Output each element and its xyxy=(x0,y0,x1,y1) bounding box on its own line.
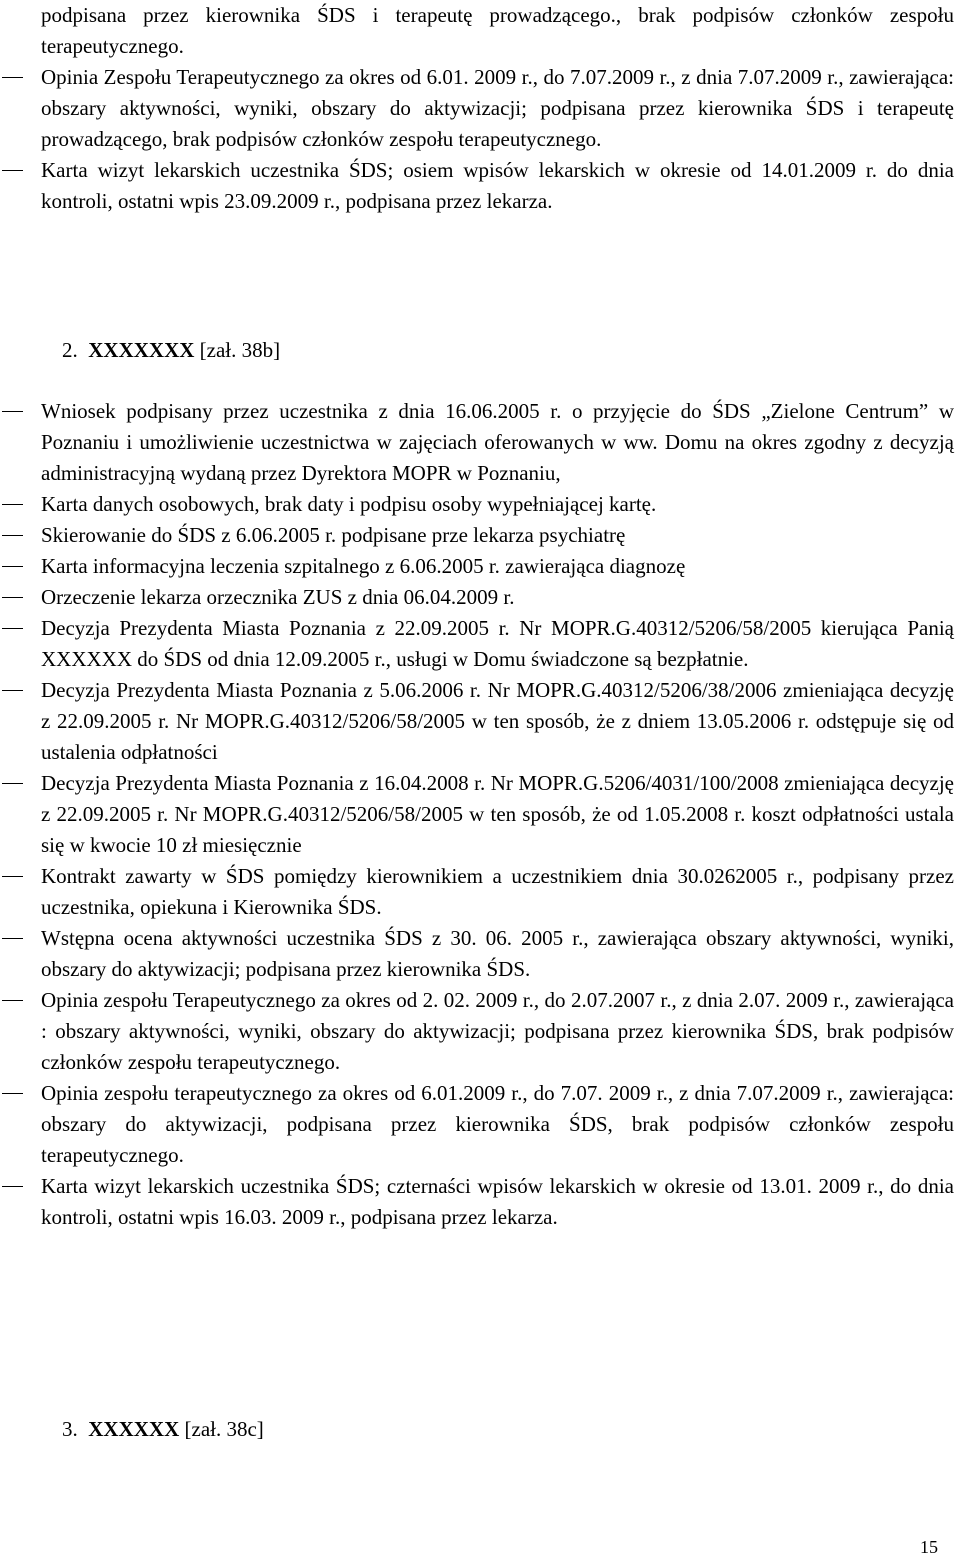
dash-bullet-icon xyxy=(2,504,23,505)
dash-bullet-icon xyxy=(2,597,23,598)
section-ref: [zał. 38b] xyxy=(199,338,281,362)
section-heading-3 xyxy=(62,1414,264,1445)
section-ref: [zał. 38c] xyxy=(184,1417,264,1441)
dash-bullet-icon xyxy=(2,783,23,784)
list-item xyxy=(0,1078,960,1171)
page-number: 15 xyxy=(920,1537,938,1557)
dash-bullet-icon xyxy=(2,628,23,629)
list-item xyxy=(0,582,960,613)
list-item xyxy=(0,62,960,155)
list-item xyxy=(0,923,960,985)
list-item xyxy=(0,613,960,675)
list-item xyxy=(0,155,960,217)
list-item-text: Karta informacyjna leczenia szpitalnego z 6.06.2005 r. zawierająca diagnozę xyxy=(41,554,686,578)
list-item-text: Kontrakt zawarty w ŚDS pomiędzy kierownikiem a uczestnikiem dnia 30.0262005 r., podpisany przez uczestnika, opiekuna i Kierownika ŚDS. xyxy=(41,864,954,919)
list-item-text: Opinia Zespołu Terapeutycznego za okres od 6.01. 2009 r., do 7.07.2009 r., z dnia 7.07.2009 r., zawierająca: obszary aktywności, wyniki, obszary do aktywizacji; podpisana przez kierownika ŚDS i terapeutę prowadzącego, brak podpisów członków zespołu terapeutycznego. xyxy=(41,65,954,151)
list-item-text: Opinia zespołu Terapeutycznego za okres od 2. 02. 2009 r., do 2.07.2007 r., z dnia 2.07. 2009 r., zawierająca : obszary aktywności, wyniki, obszary do aktywizacji; podpisana przez kierownika ŚDS, brak podpisów członków zespołu terapeutycznego. xyxy=(41,988,954,1074)
list-item-text: Decyzja Prezydenta Miasta Poznania z 16.04.2008 r. Nr MOPR.G.5206/4031/100/2008 zmieniająca decyzję z 22.09.2005 r. Nr MOPR.G.40312/5206/58/2005 w ten sposób, że od 1.05.2008 r. koszt odpłatności ustala się w kwocie 10 zł miesięcznie xyxy=(41,771,954,857)
dash-bullet-icon xyxy=(2,876,23,877)
dash-bullet-icon xyxy=(2,938,23,939)
list-item xyxy=(0,551,960,582)
list-item xyxy=(0,489,960,520)
list-item xyxy=(0,1171,960,1233)
list-item-text: Wniosek podpisany przez uczestnika z dnia 16.06.2005 r. o przyjęcie do ŚDS „Zielone Centrum” w Poznaniu i umożliwienie uczestnictwa w zajęciach oferowanych w ww. Domu na okres zgodny z decyzją administracyjną wydaną przez Dyrektora MOPR w Poznaniu, xyxy=(41,399,954,485)
list-item-text: Skierowanie do ŚDS z 6.06.2005 r. podpisane prze lekarza psychiatrę xyxy=(41,523,626,547)
list-item-text: Wstępna ocena aktywności uczestnika ŚDS z 30. 06. 2005 r., zawierająca obszary aktywności, wyniki, obszary do aktywizacji; podpisana przez kierownika ŚDS. xyxy=(41,926,954,981)
list-item xyxy=(0,675,960,768)
dash-bullet-icon xyxy=(2,566,23,567)
list-item-text: Karta wizyt lekarskich uczestnika ŚDS; czternaści wpisów lekarskich w okresie od 13.01. 2009 r., do dnia kontroli, ostatni wpis 16.03. 2009 r., podpisana przez lekarza. xyxy=(41,1174,954,1229)
list-item-text: Decyzja Prezydenta Miasta Poznania z 22.09.2005 r. Nr MOPR.G.40312/5206/58/2005 kierująca Panią XXXXXX do ŚDS od dnia 12.09.2005 r., usługi w Domu świadczone są bezpłatnie. xyxy=(41,616,954,671)
list-item-text: Karta danych osobowych, brak daty i podpisu osoby wypełniającej kartę. xyxy=(41,492,657,516)
list-item-continuation: podpisana przez kierownika ŚDS i terapeutę prowadzącego., brak podpisów członków zespołu terapeutycznego. xyxy=(41,3,954,58)
list-item xyxy=(0,985,960,1078)
dash-bullet-icon xyxy=(2,690,23,691)
dash-bullet-icon xyxy=(2,1000,23,1001)
list-item-text: Decyzja Prezydenta Miasta Poznania z 5.06.2006 r. Nr MOPR.G.40312/5206/38/2006 zmieniająca decyzję z 22.09.2005 r. Nr MOPR.G.40312/5206/58/2005 w ten sposób, że z dniem 13.05.2006 r. odstępuje się od ustalenia odpłatności xyxy=(41,678,954,764)
dash-bullet-icon xyxy=(2,535,23,536)
section-number: 2. xyxy=(62,338,78,362)
list-item xyxy=(0,861,960,923)
section-name: XXXXXX xyxy=(88,1417,180,1441)
dash-bullet-icon xyxy=(2,77,23,78)
section-name: XXXXXXX xyxy=(88,338,195,362)
section-number: 3. xyxy=(62,1417,78,1441)
dash-bullet-icon xyxy=(2,1093,23,1094)
list-item-text: Opinia zespołu terapeutycznego za okres od 6.01.2009 r., do 7.07. 2009 r., z dnia 7.07.2009 r., zawierająca: obszary do aktywizacji, podpisana przez kierownika ŚDS, brak podpisów członków zespołu terapeutycznego. xyxy=(41,1081,954,1167)
list-item xyxy=(0,396,960,489)
list-item xyxy=(0,768,960,861)
dash-bullet-icon xyxy=(2,1186,23,1187)
list-item-text: Orzeczenie lekarza orzecznika ZUS z dnia 06.04.2009 r. xyxy=(41,585,515,609)
list-item-text: Karta wizyt lekarskich uczestnika ŚDS; osiem wpisów lekarskich w okresie od 14.01.2009 r. do dnia kontroli, ostatni wpis 23.09.2009 r., podpisana przez lekarza. xyxy=(41,158,954,213)
dash-bullet-icon xyxy=(2,170,23,171)
top-list xyxy=(0,0,960,217)
section-heading-2 xyxy=(62,335,280,366)
dash-bullet-icon xyxy=(2,411,23,412)
list-item xyxy=(0,520,960,551)
section2-list xyxy=(0,396,960,1233)
